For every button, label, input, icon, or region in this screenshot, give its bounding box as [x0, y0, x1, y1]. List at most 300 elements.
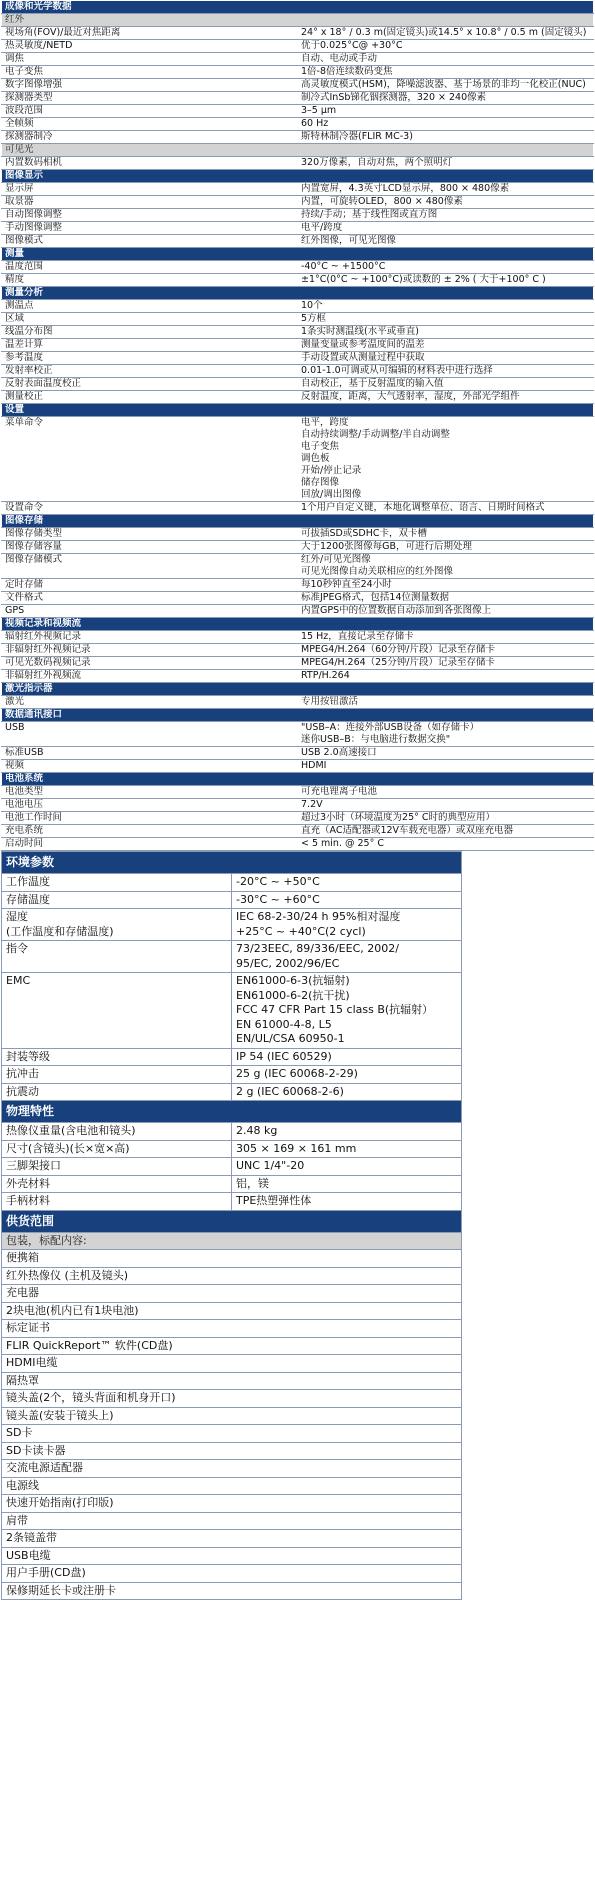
cell-line: 工作温度 — [6, 875, 50, 888]
cell-line: 3–5 μm — [301, 105, 337, 116]
subsection-title: 可见光 — [2, 144, 594, 157]
list-item-label: 2块电池(机内已有1块电池) — [2, 1302, 462, 1320]
cell-line: 储存图像 — [301, 477, 340, 488]
spec-value — [298, 196, 594, 209]
list-item — [2, 1337, 462, 1355]
cell-line: 每10秒钟直至24小时 — [301, 579, 392, 590]
spec-row — [2, 235, 594, 248]
section-header — [2, 404, 594, 417]
section-header — [2, 1, 594, 14]
cell-line: 25 g (IEC 60068-2-29) — [236, 1067, 358, 1080]
spec-value — [298, 157, 594, 170]
list-item — [2, 1302, 462, 1320]
cell-line: FCC 47 CFR Part 15 class B(抗辐射） — [236, 1003, 434, 1016]
spec-value — [298, 92, 594, 105]
spec-label: 探测器制冷 — [2, 131, 298, 144]
section-title: 图像存储 — [2, 515, 594, 528]
spec-value — [298, 502, 594, 515]
cell-line: EMC — [6, 974, 31, 987]
spec-label: 内置数码相机 — [2, 157, 298, 170]
list-item — [2, 1442, 462, 1460]
list-item-label: 交流电源适配器 — [2, 1460, 462, 1478]
cell-line: 抗震动 — [6, 1084, 39, 1098]
section-header — [2, 683, 594, 696]
list-item — [2, 1390, 462, 1408]
cell-line: 24° x 18° / 0.3 m(固定镜头)或14.5° x 10.8° / 0.5 m (固定镜头) — [301, 27, 587, 38]
cell-line: 斯特林制冷器(FLIR MC-3) — [301, 131, 413, 142]
spec-row — [2, 1048, 462, 1066]
spec-label: 调焦 — [2, 53, 298, 66]
cell-line: 73/23EEC, 89/336/EEC, 2002/ — [236, 942, 399, 955]
spec-value — [298, 105, 594, 118]
spec-value — [298, 118, 594, 131]
spec-value — [232, 1123, 462, 1141]
section-title: 成像和光学数据 — [2, 1, 594, 14]
cell-line: 专用按钮激活 — [301, 696, 359, 707]
spec-label: 显示屏 — [2, 183, 298, 196]
spec-label: 区域 — [2, 313, 298, 326]
spec-value — [298, 696, 594, 709]
spec-row — [2, 631, 594, 644]
cell-line: 可充电锂离子电池 — [301, 786, 378, 797]
list-item — [2, 1460, 462, 1478]
spec-row — [2, 554, 594, 579]
list-item-label: 肩带 — [2, 1512, 462, 1530]
cell-line: USB 2.0高速接口 — [301, 747, 377, 758]
list-item — [2, 1372, 462, 1390]
cell-line: 7.2V — [301, 799, 323, 810]
spec-value — [298, 838, 594, 851]
list-item-label: USB电缆 — [2, 1547, 462, 1565]
spec-row — [2, 1066, 462, 1084]
cell-line: 5方框 — [301, 313, 327, 324]
cell-line: 制冷式InSb锑化铟探测器，320 × 240像素 — [301, 92, 487, 103]
spec-label — [2, 1140, 232, 1158]
cell-line: +25°C ~ +40°C(2 cycl) — [236, 924, 366, 938]
spec-row — [2, 326, 594, 339]
spec-label: 自动图像调整 — [2, 209, 298, 222]
cell-line: 大于1200张图像每GB，可进行后期处理 — [301, 541, 473, 552]
spec-row — [2, 722, 594, 747]
list-item-label: FLIR QuickReport™ 软件(CD盘) — [2, 1337, 462, 1355]
spec-row — [2, 541, 594, 554]
spec-row — [2, 579, 594, 592]
spec-label: 视场角(FOV)/最近对焦距离 — [2, 27, 298, 40]
section-header — [2, 287, 594, 300]
spec-row — [2, 92, 594, 105]
spec-value — [232, 1066, 462, 1084]
spec-value — [298, 541, 594, 554]
spec-row — [2, 528, 594, 541]
cell-line: 封装等级 — [6, 1049, 50, 1063]
spec-value — [298, 53, 594, 66]
spec-label — [2, 874, 232, 892]
spec-value — [298, 670, 594, 683]
cell-line: 自动持续调整/手动调整/半自动调整 — [301, 429, 450, 440]
spec-label: 菜单命令 — [2, 417, 298, 502]
cell-line: 电子变焦 — [301, 441, 340, 452]
cell-line: 指令 — [6, 942, 28, 955]
spec-row — [2, 874, 462, 892]
spec-row — [2, 79, 594, 92]
spec-value — [298, 722, 594, 747]
section-header — [2, 618, 594, 631]
list-item-label: 便携箱 — [2, 1250, 462, 1268]
section-title: 环境参数 — [2, 852, 462, 874]
cell-line: TPE热塑弹性体 — [236, 1194, 312, 1207]
spec-value — [298, 605, 594, 618]
spec-label: 电池类型 — [2, 786, 298, 799]
spec-label: 取景器 — [2, 196, 298, 209]
section-header — [2, 773, 594, 786]
spec-value — [298, 631, 594, 644]
spec-label — [2, 1158, 232, 1176]
spec-label — [2, 909, 232, 941]
cell-line: 电平/跨度 — [301, 222, 343, 233]
cell-line: 调色板 — [301, 453, 330, 464]
list-item — [2, 1285, 462, 1303]
subsection-title: 红外 — [2, 14, 594, 27]
list-item — [2, 1530, 462, 1548]
cell-line: 305 × 169 × 161 mm — [236, 1141, 357, 1155]
spec-value — [298, 799, 594, 812]
list-item-label: 隔热罩 — [2, 1372, 462, 1390]
list-item — [2, 1512, 462, 1530]
spec-value — [298, 657, 594, 670]
cell-line: 2 g (IEC 60068-2-6) — [236, 1084, 344, 1098]
spec-label: 手动图像调整 — [2, 222, 298, 235]
spec-row — [2, 209, 594, 222]
subsection-header — [2, 144, 594, 157]
cell-line: 湿度 — [6, 910, 28, 923]
section-header — [2, 1101, 462, 1123]
cell-line: 1个用户自定义键，本地化调整单位、语言、日期时间格式 — [301, 502, 545, 513]
spec-label — [2, 973, 232, 1049]
subsection-header — [2, 1232, 462, 1250]
spec-value — [298, 365, 594, 378]
spec-row — [2, 825, 594, 838]
spec-label: 启动时间 — [2, 838, 298, 851]
list-item-label: 镜头盖(安装于镜头上) — [2, 1407, 462, 1425]
spec-value — [298, 27, 594, 40]
spec-value — [298, 235, 594, 248]
cell-line: 持续/手动；基于线性图或直方图 — [301, 209, 438, 220]
spec-value — [232, 909, 462, 941]
cell-line: 320万像素，自动对焦，两个照明灯 — [301, 157, 453, 168]
spec-row — [2, 786, 594, 799]
list-item-label: 标定证书 — [2, 1320, 462, 1338]
spec-label: 非辐射红外视频流 — [2, 670, 298, 683]
spec-row — [2, 313, 594, 326]
spec-label: 图像存储容量 — [2, 541, 298, 554]
spec-value — [298, 209, 594, 222]
spec-label: 反射表面温度校正 — [2, 378, 298, 391]
list-item — [2, 1267, 462, 1285]
spec-label: 非辐射红外视频记录 — [2, 644, 298, 657]
spec-label: 线温分布图 — [2, 326, 298, 339]
spec-label: 热灵敏度/NETD — [2, 40, 298, 53]
section-title: 物理特性 — [2, 1101, 462, 1123]
cell-line: 可拔插SD或SDHC卡，双卡槽 — [301, 528, 427, 539]
section-title: 视频记录和视频流 — [2, 618, 594, 631]
cell-line: 可见光图像自动关联相应的红外图像 — [301, 566, 454, 577]
spec-value — [298, 760, 594, 773]
list-item — [2, 1582, 462, 1600]
spec-row — [2, 131, 594, 144]
cell-line: 内置，可旋转OLED，800 × 480像素 — [301, 196, 463, 207]
spec-value — [298, 592, 594, 605]
spec-label: 温度范围 — [2, 261, 298, 274]
spec-row — [2, 53, 594, 66]
cell-line: 15 Hz，直接记录至存储卡 — [301, 631, 414, 642]
spec-row — [2, 1140, 462, 1158]
list-item-label: 2条镜盖带 — [2, 1530, 462, 1548]
spec-row — [2, 365, 594, 378]
cell-line: 电平，跨度 — [301, 417, 349, 428]
spec-label — [2, 1048, 232, 1066]
spec-row — [2, 274, 594, 287]
spec-label: GPS — [2, 605, 298, 618]
spec-label: 文件格式 — [2, 592, 298, 605]
section-header — [2, 170, 594, 183]
spec-row — [2, 300, 594, 313]
list-item-label: HDMI电缆 — [2, 1355, 462, 1373]
spec-row — [2, 592, 594, 605]
spec-value — [298, 554, 594, 579]
spec-value — [298, 40, 594, 53]
list-item-label: SD卡读卡器 — [2, 1442, 462, 1460]
cell-line: MPEG4/H.264（60分钟/片段）记录至存储卡 — [301, 644, 495, 655]
spec-table-main — [1, 0, 594, 851]
spec-row — [2, 105, 594, 118]
spec-label: 设置命令 — [2, 502, 298, 515]
spec-label: 测量校正 — [2, 391, 298, 404]
spec-label: 视频 — [2, 760, 298, 773]
spec-row — [2, 838, 594, 851]
spec-row — [2, 747, 594, 760]
cell-line: 外壳材料 — [6, 1176, 50, 1190]
spec-label: 标准USB — [2, 747, 298, 760]
section-header — [2, 248, 594, 261]
list-item — [2, 1407, 462, 1425]
spec-value — [298, 786, 594, 799]
list-item-label: SD卡 — [2, 1425, 462, 1443]
spec-value — [298, 417, 594, 502]
cell-line: 铝，镁 — [236, 1176, 269, 1190]
list-item — [2, 1477, 462, 1495]
spec-row — [2, 222, 594, 235]
spec-row — [2, 644, 594, 657]
cell-line: 10个 — [301, 300, 323, 311]
spec-value — [232, 891, 462, 909]
cell-line: -40°C ~ +1500°C — [301, 261, 386, 272]
list-item-label: 快速开始指南(打印版) — [2, 1495, 462, 1513]
spec-row — [2, 1083, 462, 1101]
spec-label: 辐射红外视频记录 — [2, 631, 298, 644]
spec-value — [232, 973, 462, 1049]
section-title: 测量 — [2, 248, 594, 261]
spec-label: 可见光数码视频记录 — [2, 657, 298, 670]
spec-row — [2, 352, 594, 365]
spec-value — [232, 941, 462, 973]
cell-line: UNC 1/4"-20 — [236, 1159, 305, 1172]
spec-label: 充电系统 — [2, 825, 298, 838]
spec-label: 激光 — [2, 696, 298, 709]
spec-row — [2, 657, 594, 670]
spec-row — [2, 812, 594, 825]
section-header — [2, 709, 594, 722]
spec-row — [2, 760, 594, 773]
spec-label: 数字图像增强 — [2, 79, 298, 92]
cell-line: 内置GPS中的位置数据自动添加到各张图像上 — [301, 605, 492, 616]
list-item-label: 红外热像仪 (主机及镜头) — [2, 1267, 462, 1285]
spec-row — [2, 909, 462, 941]
spec-value — [232, 1193, 462, 1211]
cell-line: 60 Hz — [301, 118, 329, 129]
spec-row — [2, 1123, 462, 1141]
subsection-title: 包装，标配内容: — [2, 1232, 462, 1250]
cell-line: -30°C ~ +60°C — [236, 892, 320, 906]
spec-value — [298, 66, 594, 79]
cell-line: (工作温度和存储温度) — [6, 924, 114, 938]
section-title: 电池系统 — [2, 773, 594, 786]
spec-row — [2, 27, 594, 40]
spec-label: USB — [2, 722, 298, 747]
spec-label — [2, 1083, 232, 1101]
cell-line: EN 61000-4-8, L5 — [236, 1017, 332, 1031]
spec-row — [2, 973, 462, 1049]
cell-line: 红外图像，可见光图像 — [301, 235, 397, 246]
cell-line: EN61000-6-3(抗辐射) — [236, 974, 350, 987]
spec-row — [2, 696, 594, 709]
spec-value — [232, 1048, 462, 1066]
spec-label: 全帧频 — [2, 118, 298, 131]
list-item — [2, 1495, 462, 1513]
spec-row — [2, 66, 594, 79]
spec-label — [2, 1123, 232, 1141]
section-header — [2, 515, 594, 528]
cell-line: 热像仪重量(含电池和镜头) — [6, 1124, 136, 1137]
spec-value — [298, 131, 594, 144]
spec-label: 电池工作时间 — [2, 812, 298, 825]
cell-line: IP 54 (IEC 60529) — [236, 1049, 332, 1063]
spec-row — [2, 261, 594, 274]
spec-label — [2, 1175, 232, 1193]
spec-value — [298, 79, 594, 92]
spec-label: 电池电压 — [2, 799, 298, 812]
spec-label — [2, 891, 232, 909]
spec-label: 测温点 — [2, 300, 298, 313]
cell-line: ±1°C(0°C ~ +100°C)或读数的 ± 2% ( 大于+100° C ) — [301, 274, 546, 285]
spec-label: 参考温度 — [2, 352, 298, 365]
section-title: 设置 — [2, 404, 594, 417]
cell-line: 抗冲击 — [6, 1067, 39, 1080]
spec-row — [2, 891, 462, 909]
cell-line: EN61000-6-2(抗干扰) — [236, 988, 350, 1002]
spec-value — [298, 378, 594, 391]
cell-line: MPEG4/H.264（25分钟/片段）记录至存储卡 — [301, 657, 495, 668]
cell-line: 标准JPEG格式，包括14位测量数据 — [301, 592, 449, 603]
subsection-header — [2, 14, 594, 27]
list-item — [2, 1320, 462, 1338]
spec-value — [232, 1158, 462, 1176]
section-title: 供货范围 — [2, 1210, 462, 1232]
spec-row — [2, 1175, 462, 1193]
cell-line: 开始/停止记录 — [301, 465, 362, 476]
cell-line: 反射温度，距离，大气透射率，湿度，外部光学组件 — [301, 391, 520, 402]
cell-line: 优于0.025°C@ +30°C — [301, 40, 403, 51]
spec-row — [2, 1158, 462, 1176]
cell-line: 95/EC, 2002/96/EC — [236, 956, 340, 970]
list-item-label: 用户手册(CD盘) — [2, 1565, 462, 1583]
list-item — [2, 1565, 462, 1583]
spec-row — [2, 157, 594, 170]
spec-value — [298, 747, 594, 760]
section-header — [2, 1210, 462, 1232]
list-item — [2, 1425, 462, 1443]
cell-line: 2.48 kg — [236, 1124, 278, 1137]
spec-row — [2, 378, 594, 391]
cell-line: 1条实时测温线(水平或垂直) — [301, 326, 419, 337]
list-item-label: 镜头盖(2个，镜头背面和机身开口) — [2, 1390, 462, 1408]
cell-line: 超过3小时（环境温度为25° C时的典型应用） — [301, 812, 496, 823]
cell-line: EN/UL/CSA 60950-1 — [236, 1032, 345, 1045]
cell-line: 存储温度 — [6, 892, 50, 906]
spec-label — [2, 1066, 232, 1084]
spec-value — [298, 579, 594, 592]
spec-row — [2, 196, 594, 209]
spec-label: 定时存储 — [2, 579, 298, 592]
cell-line: 自动校正，基于反射温度的输入值 — [301, 378, 444, 389]
spec-row — [2, 417, 594, 502]
cell-line: 红外/可见光图像 — [301, 554, 371, 565]
spec-row — [2, 391, 594, 404]
cell-line: 1倍-8倍连续数码变焦 — [301, 66, 393, 77]
cell-line: 高灵敏度模式(HSM)，降噪滤波器、基于场景的非均一化校正(NUC) — [301, 79, 586, 90]
spec-row — [2, 40, 594, 53]
cell-line: 内置宽屏，4.3英寸LCD显示屏，800 × 480像素 — [301, 183, 510, 194]
spec-value — [298, 274, 594, 287]
spec-row — [2, 339, 594, 352]
cell-line: HDMI — [301, 760, 327, 771]
spec-value — [298, 812, 594, 825]
section-title: 数据通讯接口 — [2, 709, 594, 722]
list-item-label: 电源线 — [2, 1477, 462, 1495]
spec-value — [298, 261, 594, 274]
list-item — [2, 1250, 462, 1268]
cell-line: RTP/H.264 — [301, 670, 350, 681]
cell-line: 手动设置或从测量过程中获取 — [301, 352, 425, 363]
spec-label: 发射率校正 — [2, 365, 298, 378]
spec-value — [298, 300, 594, 313]
spec-value — [298, 326, 594, 339]
spec-label: 温差计算 — [2, 339, 298, 352]
spec-value — [232, 1083, 462, 1101]
list-item — [2, 1547, 462, 1565]
cell-line: 尺寸(含镜头)(长×宽×高) — [6, 1141, 130, 1155]
cell-line: "USB–A：连接外部USB设备（如存储卡） — [301, 722, 480, 733]
cell-line: 回放/调出图像 — [301, 489, 362, 500]
spec-table-secondary — [1, 851, 462, 1600]
spec-row — [2, 941, 462, 973]
cell-line: 0.01-1.0可调或从可编辑的材料表中进行选择 — [301, 365, 493, 376]
spec-row — [2, 1193, 462, 1211]
spec-row — [2, 183, 594, 196]
cell-line: IEC 68-2-30/24 h 95%相对湿度 — [236, 910, 401, 923]
spec-row — [2, 799, 594, 812]
spec-row — [2, 118, 594, 131]
spec-label: 图像模式 — [2, 235, 298, 248]
